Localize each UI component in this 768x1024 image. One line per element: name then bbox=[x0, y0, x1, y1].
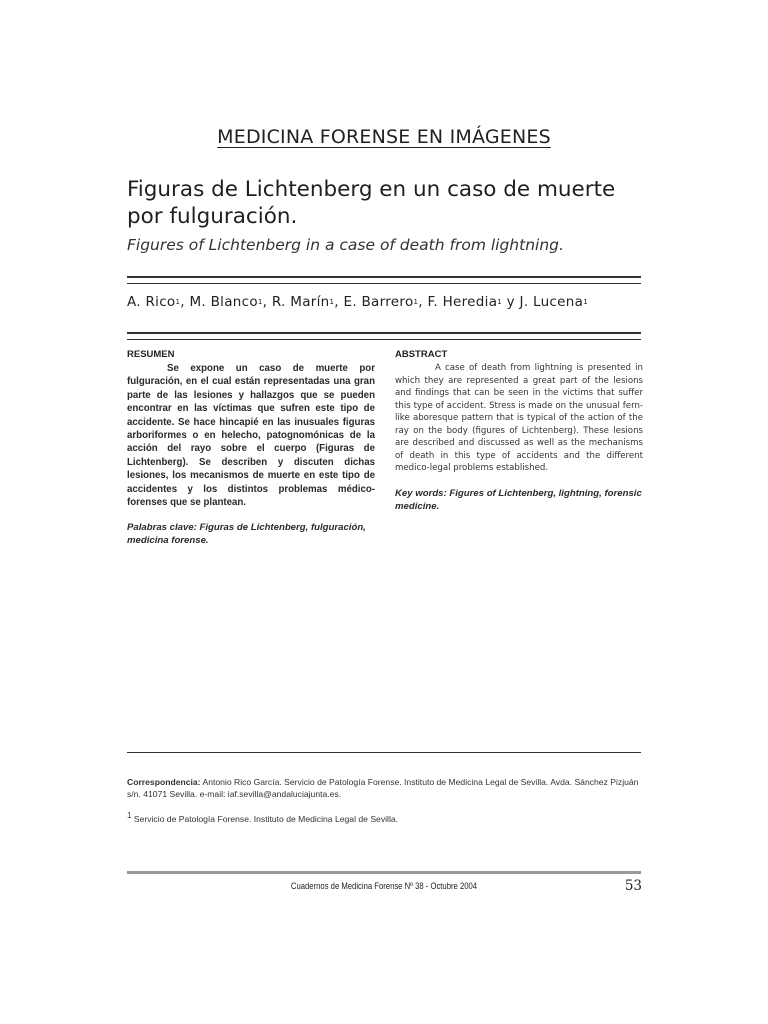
journal-footer: Cuadernos de Medicina Forense Nº 38 - Octubre 2004 bbox=[290, 880, 478, 891]
abstract-keywords: Key words: Figures of Lichtenberg, lightning, forensic medicine. bbox=[395, 487, 642, 512]
correspondence-text: Antonio Rico García. Servicio de Patología Forense. Instituto de Medicina Legal de Sevilla. Avda. Sánchez Pizjuán s/n. 41071 Sevilla. e-mail: iaf.sevilla@andaluciajunta.es. bbox=[127, 777, 639, 799]
title-es-line-1: Figuras de Lichtenberg en un caso de muerte bbox=[127, 177, 616, 202]
resumen-body: Se expone un caso de muerte por fulguración, en el cual están representadas una gran parte de las lesiones y hallazgos que se pueden encontrar en las víctimas que sufren este tipo de accidente. Se hace hincapié en las inusuales figuras arboriformes o en helecho, patognomónicas de la acción del rayo sobre el cuerpo (Figuras de Lichtenberg). Se describen y discuten dichas lesiones, los mecanismos de muerte en este tipo de accidentes y los distintos problemas médico-forenses que se plantean. bbox=[127, 363, 375, 509]
abstract-heading: ABSTRACT bbox=[395, 349, 448, 360]
author: F. Heredia$^1$ y bbox=[427, 294, 520, 310]
author: M. Blanco$^1$, bbox=[189, 294, 272, 310]
resumen-heading: RESUMEN bbox=[127, 349, 175, 360]
correspondence-note bbox=[127, 776, 641, 800]
abstract-column bbox=[395, 349, 643, 513]
affiliation-note bbox=[127, 810, 641, 825]
author: E. Barrero$^1$, bbox=[343, 294, 428, 310]
author: R. Marín$^1$, bbox=[271, 294, 344, 310]
author-list bbox=[127, 294, 647, 310]
resumen-keywords: Palabras clave: Figuras de Lichtenberg, fulguración, medicina forense. bbox=[127, 522, 366, 547]
header-rule-bottom bbox=[127, 332, 641, 340]
footer-rule bbox=[127, 871, 641, 874]
title-es-line-2: por fulguración. bbox=[127, 204, 298, 229]
section-title: MEDICINA FORENSE EN IMÁGENES bbox=[217, 126, 551, 148]
affiliation-mark: 1 bbox=[127, 811, 132, 820]
abstract-body: A case of death from lightning is presented in which they are represented a great part of the lesions and findings that can be seen in the victims that suffer this type of accident. Stress is made on the unusual fern-like aboresque pattern that is typical of the action of the ray on the body (figures of Lichtenberg). These lesions are described and discussed as well as the mechanisms of death in this type of accidents and the different medico-legal problems established. bbox=[395, 363, 643, 473]
author: A. Rico$^1$, bbox=[127, 294, 190, 310]
resumen-column bbox=[127, 349, 375, 547]
article-title-english: Figures of Lichtenberg in a case of death from lightning. bbox=[127, 236, 564, 254]
article-title-spanish bbox=[127, 176, 647, 230]
page-number: 53 bbox=[624, 878, 642, 894]
header-rule-top bbox=[127, 276, 641, 284]
affiliation-text: Servicio de Patología Forense. Instituto de Medicina Legal de Sevilla. bbox=[133, 813, 399, 824]
author: J. Lucena$^1$ bbox=[519, 294, 588, 310]
footnote-rule bbox=[127, 752, 641, 753]
correspondence-label: Correspondencia: bbox=[127, 777, 201, 787]
